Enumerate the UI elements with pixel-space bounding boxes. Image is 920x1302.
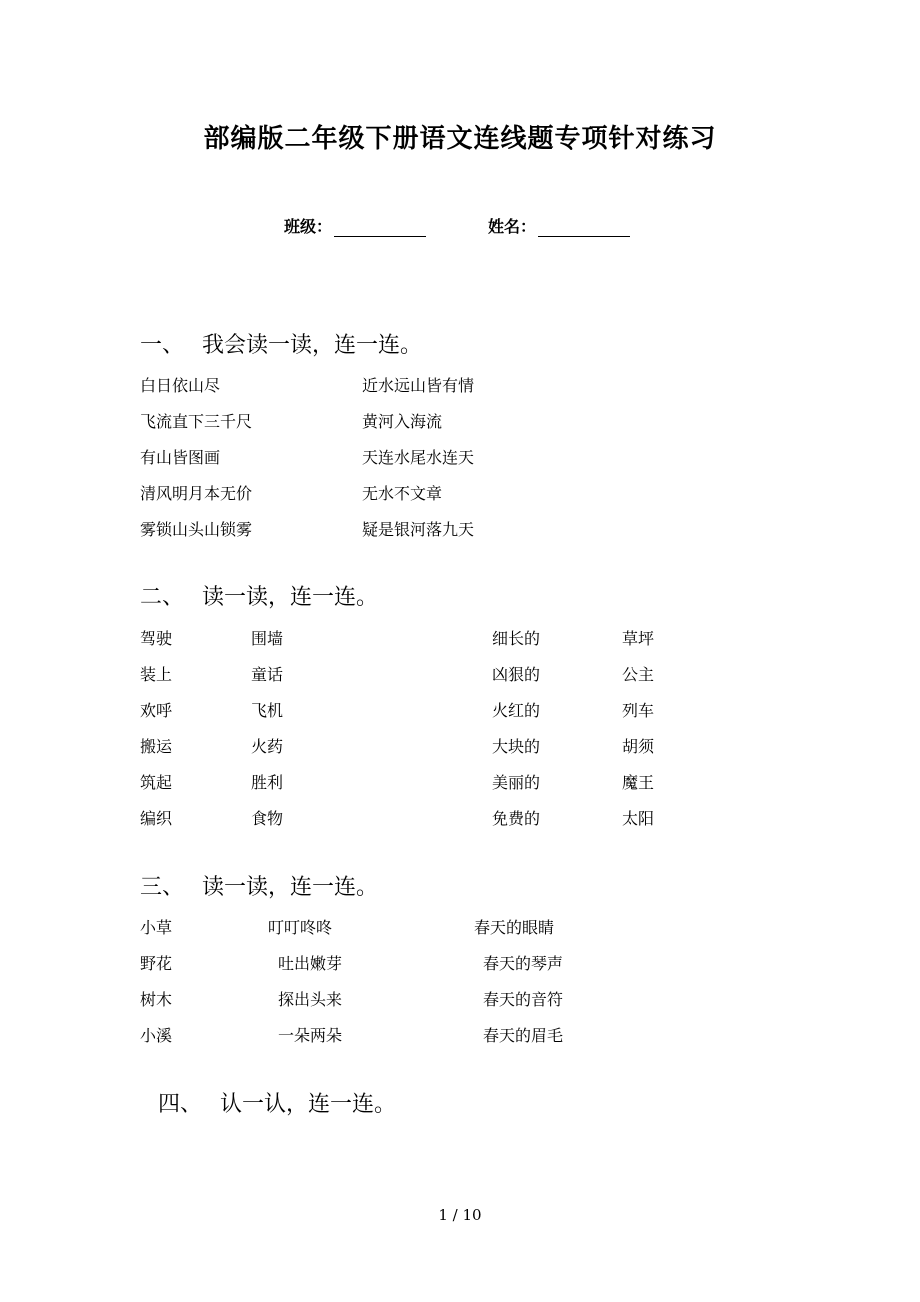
section-1-number: 一、	[140, 333, 185, 358]
list-item: 编织	[140, 809, 173, 828]
list-item: 魔王	[622, 773, 655, 792]
list-item: 胜利	[251, 773, 284, 792]
list-item: 食物	[251, 809, 284, 828]
class-blank	[334, 220, 426, 237]
list-item: 一朵两朵	[278, 1026, 343, 1045]
list-item: 胡须	[622, 737, 655, 756]
section-1-title: 我会读一读，连一连。	[202, 333, 423, 358]
list-item: 细长的	[492, 629, 541, 648]
section-4-title: 认一认，连一连。	[220, 1092, 397, 1117]
list-item: 草坪	[622, 629, 655, 648]
list-item: 驾驶	[140, 629, 173, 648]
list-item: 春天的音符	[483, 990, 564, 1009]
class-field	[284, 214, 426, 237]
list-item: 吐出嫩芽	[278, 954, 343, 973]
list-item: 火红的	[492, 701, 541, 720]
list-item: 列车	[622, 701, 655, 720]
list-item: 公主	[622, 665, 655, 684]
list-item: 小草	[140, 918, 173, 937]
list-item: 飞流直下三千尺	[140, 412, 253, 431]
list-item: 火药	[251, 737, 284, 756]
list-item: 搬运	[140, 737, 173, 756]
list-item: 飞机	[251, 701, 284, 720]
section-2-number: 二、	[140, 585, 185, 610]
section-1-heading	[140, 328, 422, 359]
list-item: 春天的琴声	[483, 954, 564, 973]
class-label: 班级：	[284, 217, 333, 236]
list-item: 大块的	[492, 737, 541, 756]
section-3-heading	[140, 870, 378, 901]
list-item: 春天的眼睛	[474, 918, 555, 937]
list-item: 天连水尾水连天	[362, 448, 475, 467]
list-item: 无水不文章	[362, 484, 443, 503]
document-title: 部编版二年级下册语文连线题专项针对练习	[203, 124, 717, 154]
list-item: 白日依山尽	[140, 376, 221, 395]
list-item: 黄河入海流	[362, 412, 443, 431]
list-item: 清风明月本无价	[140, 484, 253, 503]
name-blank	[538, 220, 630, 237]
list-item: 疑是银河落九天	[362, 520, 475, 539]
section-2-title: 读一读，连一连。	[202, 585, 379, 610]
list-item: 凶狠的	[492, 665, 541, 684]
section-4-heading	[158, 1087, 396, 1118]
list-item: 有山皆图画	[140, 448, 221, 467]
list-item: 童话	[251, 665, 284, 684]
list-item: 叮叮咚咚	[268, 918, 333, 937]
name-label: 姓名：	[488, 217, 537, 236]
list-item: 野花	[140, 954, 173, 973]
list-item: 欢呼	[140, 701, 173, 720]
section-2-heading	[140, 580, 378, 611]
list-item: 树木	[140, 990, 173, 1009]
page-number: 1 / 10	[438, 1206, 482, 1224]
list-item: 太阳	[622, 809, 655, 828]
list-item: 小溪	[140, 1026, 173, 1045]
list-item: 装上	[140, 665, 173, 684]
section-3-title: 读一读，连一连。	[202, 875, 379, 900]
list-item: 围墙	[251, 629, 284, 648]
list-item: 免费的	[492, 809, 541, 828]
list-item: 探出头来	[278, 990, 343, 1009]
section-4-number: 四、	[158, 1092, 203, 1117]
section-3-number: 三、	[140, 875, 185, 900]
list-item: 雾锁山头山锁雾	[140, 520, 253, 539]
list-item: 筑起	[140, 773, 173, 792]
list-item: 春天的眉毛	[483, 1026, 564, 1045]
list-item: 近水远山皆有情	[362, 376, 475, 395]
list-item: 美丽的	[492, 773, 541, 792]
name-field	[488, 214, 630, 237]
